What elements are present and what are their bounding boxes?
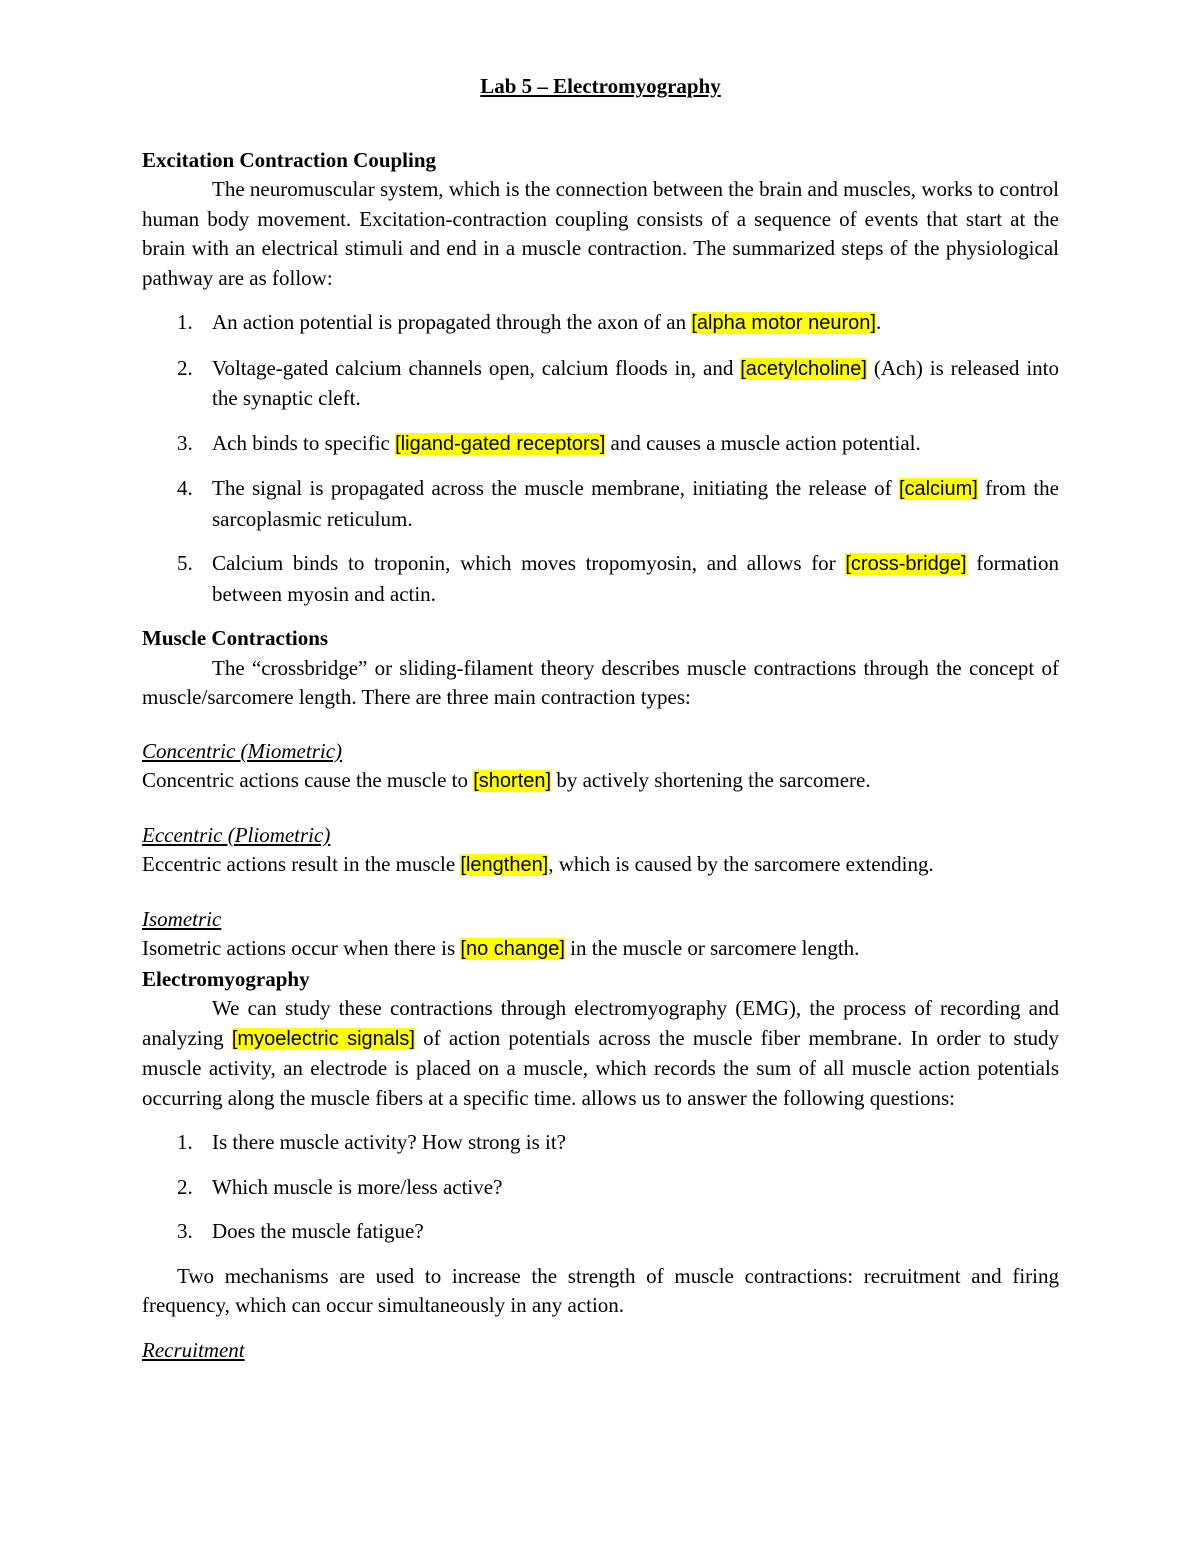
list-text: Which muscle is more/less active?: [212, 1174, 503, 1199]
paragraph-text: Isometric actions occur when there is: [142, 936, 461, 960]
list-item: [142, 308, 1059, 339]
isometric-paragraph: [142, 934, 1059, 965]
excitation-intro-paragraph: The neuromuscular system, which is the connection between the brain and muscles, works to control human body movement. Excitation-contraction coupling consists of a sequence of events that start at the brain with an electrical stimuli and end in a muscle contraction. The summarized steps of the physiological pathway are as follow:: [142, 177, 1059, 290]
highlighted-answer: [no change]: [460, 938, 565, 960]
list-number: 5.: [177, 551, 193, 575]
paragraph-text: by actively shortening the sarcomere.: [551, 768, 871, 792]
highlighted-answer: [myoelectric signals]: [231, 1027, 415, 1050]
section-heading-electromyography: Electromyography: [142, 966, 310, 991]
list-item: [142, 1173, 1059, 1203]
highlighted-answer: [lengthen]: [460, 854, 549, 876]
document-page: [142, 72, 1059, 1365]
excitation-steps-list: [142, 308, 1059, 609]
list-text: An action potential is propagated through the axon of an: [212, 310, 692, 334]
list-text: from the sarcoplasmic reticulum.: [212, 476, 1059, 531]
list-text: .: [875, 310, 882, 334]
list-text: Is there muscle activity? How strong is it?: [212, 1130, 566, 1154]
list-number: 2.: [177, 1174, 193, 1199]
list-number: 4.: [177, 476, 193, 500]
list-item: [142, 549, 1059, 609]
paragraph-text: We can study these contractions through electromyography (EMG), the process of recording and analyzing: [142, 996, 1059, 1050]
list-text: Does the muscle fatigue?: [212, 1219, 424, 1243]
eccentric-paragraph: [142, 850, 1059, 881]
list-text: and causes a muscle action potential.: [605, 430, 921, 455]
list-item: [142, 474, 1059, 534]
highlighted-answer: [calcium]: [898, 478, 978, 500]
list-text: (Ach) is released into the synaptic cleft.: [212, 355, 1059, 410]
list-number: 2.: [177, 355, 193, 380]
paragraph-text: Eccentric actions result in the muscle: [142, 852, 461, 876]
list-item: [142, 1217, 1059, 1247]
subheading-eccentric: Eccentric (Pliometric): [142, 822, 331, 847]
subheading-concentric: Concentric (Miometric): [142, 738, 343, 763]
highlighted-answer: [ligand-gated receptors]: [395, 432, 606, 455]
emg-questions-list: [142, 1128, 1059, 1247]
list-text: formation between myosin and actin.: [212, 551, 1060, 606]
list-item: [142, 429, 1059, 460]
list-number: 3.: [177, 1219, 193, 1243]
mechanisms-paragraph: Two mechanisms are used to increase the strength of muscle contractions: recruitment and firing frequency, which can occur simultaneously in any action.: [142, 1263, 1059, 1317]
subheading-recruitment: Recruitment: [142, 1337, 245, 1362]
paragraph-text: , which is caused by the sarcomere extending.: [548, 852, 934, 876]
list-text: Calcium binds to troponin, which moves tropomyosin, and allows for: [212, 551, 846, 575]
paragraph-text: of action potentials across the muscle fiber membrane. In order to study muscle activity, an electrode is placed on a muscle, which records the sum of all muscle action potentials occurring along the muscle fibers at a specific time. allows us to answer the following questions:: [142, 1025, 1059, 1110]
list-number: 3.: [177, 430, 193, 455]
paragraph-text: in the muscle or sarcomere length.: [564, 936, 860, 960]
emg-intro-paragraph: [142, 994, 1059, 1113]
document-title: Lab 5 – Electromyography: [480, 74, 721, 98]
section-heading-excitation: Excitation Contraction Coupling: [142, 147, 437, 172]
subheading-isometric: Isometric: [142, 906, 222, 931]
list-text: Ach binds to specific: [212, 430, 396, 455]
list-item: [142, 1128, 1059, 1158]
paragraph-text: Concentric actions cause the muscle to: [142, 768, 474, 792]
list-text: Voltage-gated calcium channels open, calcium floods in, and: [212, 355, 741, 380]
list-number: 1.: [177, 1130, 193, 1154]
contractions-intro-paragraph: The “crossbridge” or sliding-filament theory describes muscle contractions through the concept of muscle/sarcomere length. There are three main contraction types:: [142, 655, 1059, 709]
highlighted-answer: [shorten]: [473, 770, 552, 792]
list-text: The signal is propagated across the muscle membrane, initiating the release of: [212, 476, 899, 500]
highlighted-answer: [acetylcholine]: [740, 357, 867, 380]
highlighted-answer: [alpha motor neuron]: [691, 312, 876, 334]
section-heading-muscle-contractions: Muscle Contractions: [142, 626, 329, 650]
list-number: 1.: [177, 310, 193, 334]
highlighted-answer: [cross-bridge]: [845, 553, 967, 575]
concentric-paragraph: [142, 766, 1059, 797]
list-item: [142, 354, 1059, 414]
